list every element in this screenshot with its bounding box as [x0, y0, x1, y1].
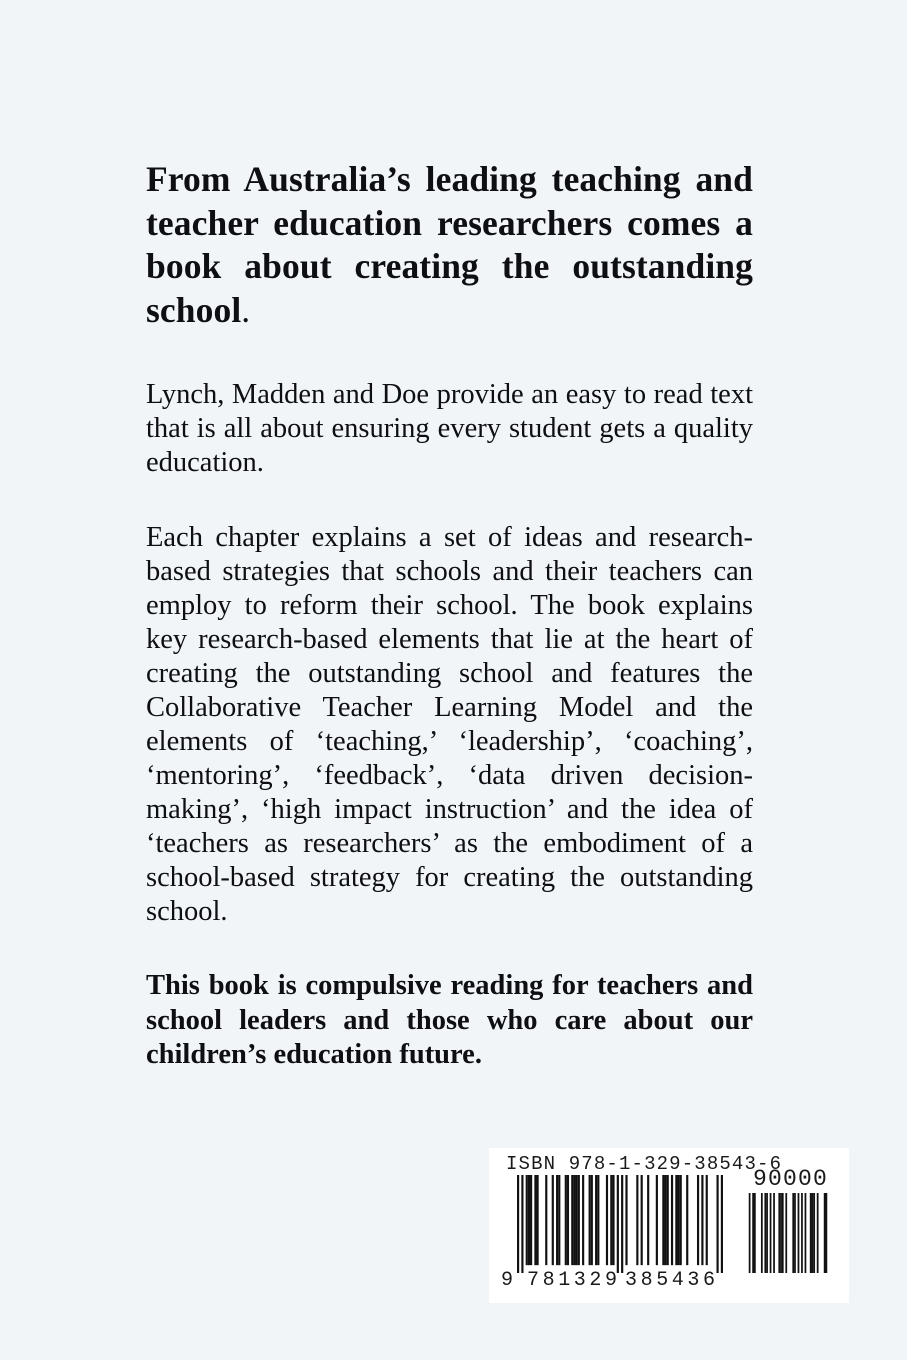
isbn-label: ISBN 978-1-329-38543-6 — [506, 1153, 783, 1175]
ean13-barcode-icon — [517, 1175, 723, 1273]
ean-right-group: 385436 — [625, 1269, 719, 1292]
addon-price-label: 90000 — [753, 1166, 829, 1192]
ean13-human-readable-digits — [501, 1269, 727, 1293]
ean-left-group: 781329 — [527, 1269, 621, 1292]
blurb-text-column — [146, 158, 753, 1101]
closing-paragraph: This book is compulsive reading for teachers and school leaders and those who care about our children’s education future. — [146, 970, 753, 1070]
barcode-block — [489, 1148, 849, 1303]
ean5-addon-barcode-icon — [747, 1193, 829, 1273]
headline-bold-text: From Australia’s leading teaching and teacher education researchers comes a book about creating the outstanding school — [146, 159, 753, 330]
authors-paragraph: Lynch, Madden and Doe provide an easy to read text that is all about ensuring every student gets a quality education. — [146, 379, 753, 478]
headline-paragraph — [146, 158, 753, 332]
description-paragraph: Each chapter explains a set of ideas and research-based strategies that schools and their teachers can employ to reform their school. The book explains key research-based elements that lie at the heart of creating the outstanding school and features the Collaborative Teacher Learning Model and the elements of ‘teaching,’ ‘leadership’, ‘coaching’, ‘mentoring’, ‘feedback’, ‘data driven decision-making’, ‘high impact instruction’ and the idea of ‘teachers as researchers’ as the embodiment of a school-based strategy for creating the outstanding school. — [146, 522, 753, 927]
headline-period: . — [241, 289, 251, 330]
ean-lead-digit: 9 — [501, 1269, 514, 1292]
